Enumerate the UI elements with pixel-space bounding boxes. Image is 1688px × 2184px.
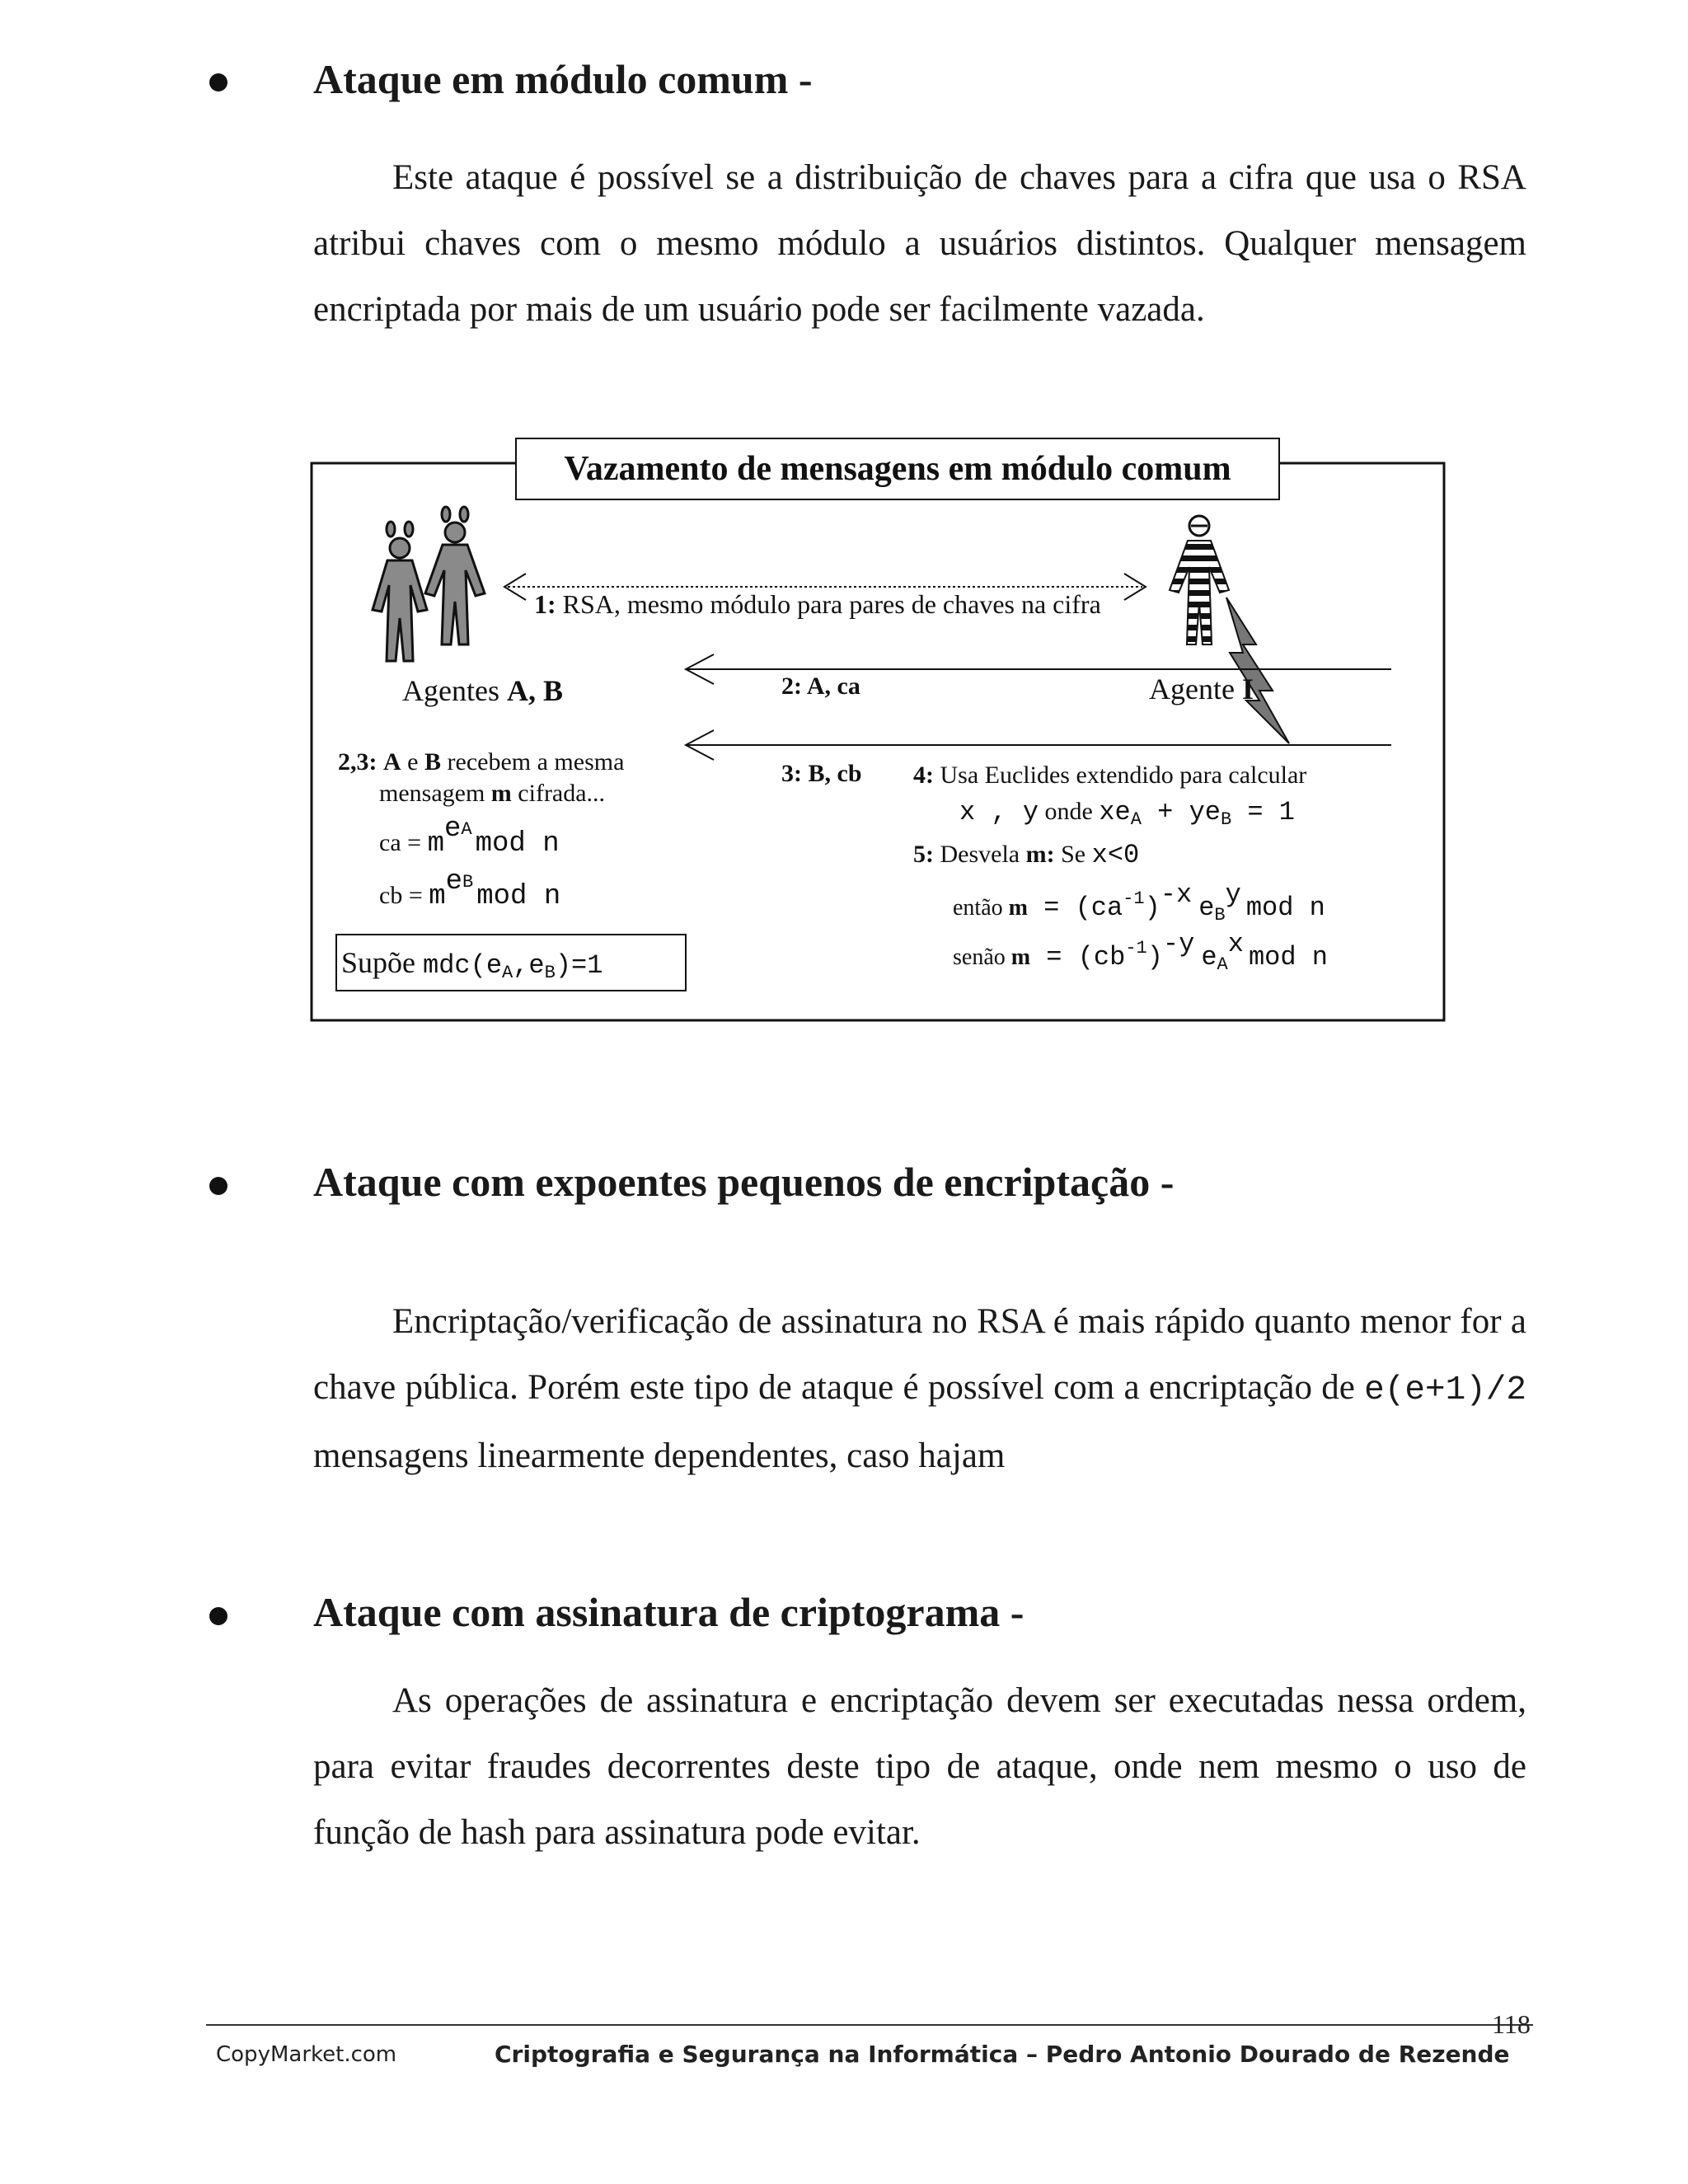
footer-site: CopyMarket.com (216, 2042, 397, 2067)
then-formula: então m = (ca-1)-x eBy mod n (953, 879, 1325, 926)
step1-label: 1: RSA, mesmo módulo para pares de chaves na cifra (534, 589, 1101, 619)
step23-line2: mensagem m cifrada... (379, 780, 606, 807)
step2-label: 2: A, ca (781, 673, 860, 700)
section-paragraph: Encriptação/verificação de assinatura no RSA é mais rápido quanto menor for a chave pública. Porém este tipo de ataque é possível com a encriptação de e(e+1)/2 mensagens linearmente dependentes, caso hajam (313, 1302, 1527, 1475)
step5-label: 5: Desvela m: Se x<0 (913, 840, 1140, 870)
attack-diagram (310, 429, 1446, 1022)
footer-divider (206, 2024, 1533, 2026)
bullet (209, 1607, 227, 1625)
ca-formula: ca = meA mod n (379, 813, 560, 860)
footer-title: Criptografia e Segurança na Informática – Pedro Antonio Dourado de Rezende (495, 2041, 1510, 2068)
agent-i-label: Agente I (1149, 673, 1254, 705)
section-heading: Ataque com expoentes pequenos de encriptação - (313, 1159, 1175, 1205)
diagram-frame (312, 463, 1444, 1020)
section-paragraph: Este ataque é possível se a distribuição de chaves para a cifra que usa o RSA atribui chaves com o mesmo módulo a usuários distintos. Qualquer mensagem encriptada por mais de um usuário pode ser facilmente vazada. (313, 158, 1526, 329)
bullet (209, 1177, 227, 1195)
step4-formula: x , y onde xeA + yeB = 1 (959, 797, 1295, 830)
lightning-icon (1226, 598, 1289, 743)
cb-formula: cb = meB mod n (379, 866, 561, 912)
section-paragraph: As operações de assinatura e encriptação devem ser executadas nessa ordem, para evitar fraudes decorrentes deste tipo de ataque, onde nem mesmo o uso de função de hash para assinatura pode evitar. (313, 1681, 1526, 1852)
agents-ab-figure (373, 507, 485, 661)
step3-label: 3: B, cb (781, 760, 862, 787)
step4-label: 4: Usa Euclides extendido para calcular (913, 762, 1307, 789)
agent-i-figure (1170, 516, 1229, 644)
section-heading: Ataque em módulo comum - (313, 56, 813, 102)
bullet (209, 73, 227, 91)
else-formula: senão m = (cb-1)-y eAx mod n (953, 929, 1328, 975)
inline-formula: e(e+1)/2 (1364, 1371, 1527, 1409)
step23-line1: 2,3: A e B recebem a mesma (338, 748, 625, 776)
diagram-title: Vazamento de mensagens em módulo comum (564, 450, 1231, 488)
assumption-text: Supõe mdc(eA,eB)=1 (341, 946, 603, 983)
section-heading: Ataque com assinatura de criptograma - (313, 1589, 1025, 1635)
agents-ab-label: Agentes A, B (402, 674, 563, 707)
page-number: 118 (1492, 2009, 1531, 2039)
